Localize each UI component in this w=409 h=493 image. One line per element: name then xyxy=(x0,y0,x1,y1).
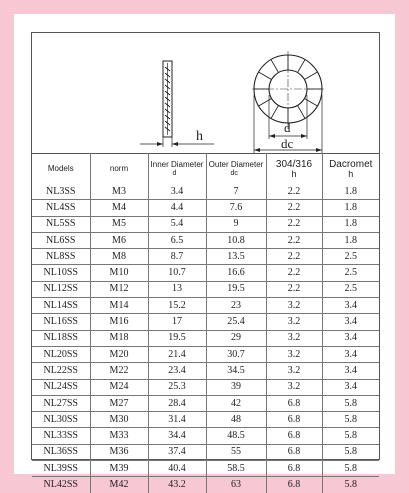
cell-dacromet: 5.8 xyxy=(322,444,379,460)
cell-304: 6.8 xyxy=(266,461,322,477)
table-row xyxy=(32,477,379,493)
cell-model: NL22SS xyxy=(32,363,90,379)
washer-spec-table xyxy=(32,153,379,493)
header-dacromet: Dacromet h xyxy=(322,153,379,184)
cell-outer: 48.5 xyxy=(206,428,266,444)
dim-dc-label: dc xyxy=(281,136,294,151)
cell-outer: 16.6 xyxy=(206,265,266,281)
cell-304: 3.2 xyxy=(266,379,322,395)
table-row xyxy=(32,216,379,232)
cell-norm: M8 xyxy=(90,249,148,265)
cell-model: NL14SS xyxy=(32,298,90,314)
cell-dacromet: 2.5 xyxy=(322,265,379,281)
cell-inner: 6.5 xyxy=(148,232,206,248)
cell-inner: 3.4 xyxy=(148,184,206,200)
cell-dacromet: 1.8 xyxy=(322,216,379,232)
cell-304: 2.2 xyxy=(266,184,322,200)
table-row xyxy=(32,281,379,297)
cell-inner: 21.4 xyxy=(148,346,206,362)
cell-inner: 8.7 xyxy=(148,249,206,265)
cell-model: NL4SS xyxy=(32,200,90,216)
table-row xyxy=(32,363,379,379)
cell-inner: 23.4 xyxy=(148,363,206,379)
cell-304: 2.2 xyxy=(266,200,322,216)
table-row xyxy=(32,314,379,330)
header-304-316: 304/316 h xyxy=(266,153,322,184)
cell-304: 3.2 xyxy=(266,346,322,362)
cell-norm: M6 xyxy=(90,232,148,248)
cell-model: NL24SS xyxy=(32,379,90,395)
cell-304: 2.2 xyxy=(266,249,322,265)
table-row xyxy=(32,346,379,362)
cell-outer: 58.5 xyxy=(206,461,266,477)
cell-model: NL16SS xyxy=(32,314,90,330)
table-row xyxy=(32,330,379,346)
table-row xyxy=(32,184,379,200)
header-dacromet-sub: h xyxy=(348,168,354,179)
cell-norm: M36 xyxy=(90,444,148,460)
cell-model: NL42SS xyxy=(32,477,90,493)
cell-outer: 7.6 xyxy=(206,200,266,216)
cell-304: 3.2 xyxy=(266,314,322,330)
cell-norm: M3 xyxy=(90,184,148,200)
cell-304: 3.2 xyxy=(266,363,322,379)
table-body xyxy=(32,184,379,493)
cell-model: NL3SS xyxy=(32,184,90,200)
cell-outer: 9 xyxy=(206,216,266,232)
cell-dacromet: 3.4 xyxy=(322,346,379,362)
header-304-sub: h xyxy=(291,168,297,179)
cell-norm: M20 xyxy=(90,346,148,362)
table-row xyxy=(32,412,379,428)
cell-model: NL27SS xyxy=(32,395,90,411)
cell-inner: 25.3 xyxy=(148,379,206,395)
cell-inner: 4.4 xyxy=(148,200,206,216)
cell-dacromet: 3.4 xyxy=(322,330,379,346)
table-row xyxy=(32,200,379,216)
cell-outer: 34.5 xyxy=(206,363,266,379)
washer-top-view xyxy=(208,33,348,153)
cell-dacromet: 3.4 xyxy=(322,379,379,395)
cell-inner: 15.2 xyxy=(148,298,206,314)
cell-inner: 40.4 xyxy=(148,461,206,477)
cell-304: 2.2 xyxy=(266,216,322,232)
cell-304: 6.8 xyxy=(266,428,322,444)
cell-dacromet: 5.8 xyxy=(322,412,379,428)
cell-outer: 7 xyxy=(206,184,266,200)
cell-model: NL10SS xyxy=(32,265,90,281)
cell-model: NL6SS xyxy=(32,232,90,248)
table-row xyxy=(32,265,379,281)
cell-dacromet: 5.8 xyxy=(322,461,379,477)
cell-inner: 13 xyxy=(148,281,206,297)
cell-304: 6.8 xyxy=(266,444,322,460)
cell-outer: 55 xyxy=(206,444,266,460)
header-outer-sub: dc xyxy=(230,169,238,177)
table-row xyxy=(32,395,379,411)
cell-inner: 10.7 xyxy=(148,265,206,281)
cell-dacromet: 3.4 xyxy=(322,298,379,314)
cell-outer: 42 xyxy=(206,395,266,411)
cell-dacromet: 5.8 xyxy=(322,428,379,444)
table-row xyxy=(32,379,379,395)
cell-dacromet: 3.4 xyxy=(322,363,379,379)
cell-inner: 43.2 xyxy=(148,477,206,493)
cell-dacromet: 5.8 xyxy=(322,477,379,493)
cell-norm: M10 xyxy=(90,265,148,281)
cell-inner: 19.5 xyxy=(148,330,206,346)
cell-model: NL18SS xyxy=(32,330,90,346)
cell-304: 2.2 xyxy=(266,281,322,297)
cell-dacromet: 1.8 xyxy=(322,232,379,248)
cell-norm: M33 xyxy=(90,428,148,444)
cell-inner: 37.4 xyxy=(148,444,206,460)
table-row xyxy=(32,444,379,460)
cell-inner: 5.4 xyxy=(148,216,206,232)
table-row xyxy=(32,298,379,314)
cell-outer: 13.5 xyxy=(206,249,266,265)
washer-drawing-panel xyxy=(32,33,379,154)
spec-sheet xyxy=(14,14,395,490)
header-outer-diameter: Outer Diameter dc xyxy=(206,153,266,184)
cell-inner: 31.4 xyxy=(148,412,206,428)
cell-model: NL20SS xyxy=(32,346,90,362)
table-header-row xyxy=(32,153,379,184)
cell-dacromet: 1.8 xyxy=(322,200,379,216)
cell-outer: 39 xyxy=(206,379,266,395)
cell-norm: M16 xyxy=(90,314,148,330)
cell-304: 3.2 xyxy=(266,298,322,314)
cell-norm: M12 xyxy=(90,281,148,297)
cell-model: NL33SS xyxy=(32,428,90,444)
cell-outer: 19.5 xyxy=(206,281,266,297)
cell-dacromet: 5.8 xyxy=(322,395,379,411)
cell-304: 2.2 xyxy=(266,265,322,281)
cell-outer: 29 xyxy=(206,330,266,346)
cell-norm: M18 xyxy=(90,330,148,346)
cell-norm: M22 xyxy=(90,363,148,379)
spec-frame xyxy=(31,32,380,490)
cell-dacromet: 2.5 xyxy=(322,281,379,297)
cell-dacromet: 2.5 xyxy=(322,249,379,265)
cell-outer: 48 xyxy=(206,412,266,428)
cell-norm: M30 xyxy=(90,412,148,428)
cell-norm: M5 xyxy=(90,216,148,232)
cell-inner: 17 xyxy=(148,314,206,330)
cell-norm: M39 xyxy=(90,461,148,477)
cell-norm: M4 xyxy=(90,200,148,216)
cell-inner: 28.4 xyxy=(148,395,206,411)
header-inner-sub: d xyxy=(172,169,177,177)
cell-dacromet: 1.8 xyxy=(322,184,379,200)
header-inner-diameter: Inner Diameter d xyxy=(148,153,206,184)
cell-model: NL5SS xyxy=(32,216,90,232)
cell-outer: 30.7 xyxy=(206,346,266,362)
cell-outer: 25.4 xyxy=(206,314,266,330)
table-row xyxy=(32,249,379,265)
cell-model: NL39SS xyxy=(32,461,90,477)
cell-norm: M24 xyxy=(90,379,148,395)
cell-outer: 23 xyxy=(206,298,266,314)
cell-304: 2.2 xyxy=(266,232,322,248)
cell-outer: 10.8 xyxy=(206,232,266,248)
dim-h-label: h xyxy=(196,129,203,144)
header-norm: norm xyxy=(90,153,148,184)
cell-model: NL36SS xyxy=(32,444,90,460)
table-row xyxy=(32,232,379,248)
cell-norm: M14 xyxy=(90,298,148,314)
cell-inner: 34.4 xyxy=(148,428,206,444)
cell-304: 3.2 xyxy=(266,330,322,346)
cell-norm: M27 xyxy=(90,395,148,411)
table-row xyxy=(32,428,379,444)
dim-d-label: d xyxy=(284,120,291,135)
cell-model: NL30SS xyxy=(32,412,90,428)
cell-outer: 63 xyxy=(206,477,266,493)
cell-norm: M42 xyxy=(90,477,148,493)
cell-304: 6.8 xyxy=(266,477,322,493)
table-row xyxy=(32,461,379,477)
header-models: Models xyxy=(32,153,90,184)
cell-model: NL8SS xyxy=(32,249,90,265)
cell-model: NL12SS xyxy=(32,281,90,297)
cell-dacromet: 3.4 xyxy=(322,314,379,330)
cell-304: 6.8 xyxy=(266,412,322,428)
cell-304: 6.8 xyxy=(266,395,322,411)
